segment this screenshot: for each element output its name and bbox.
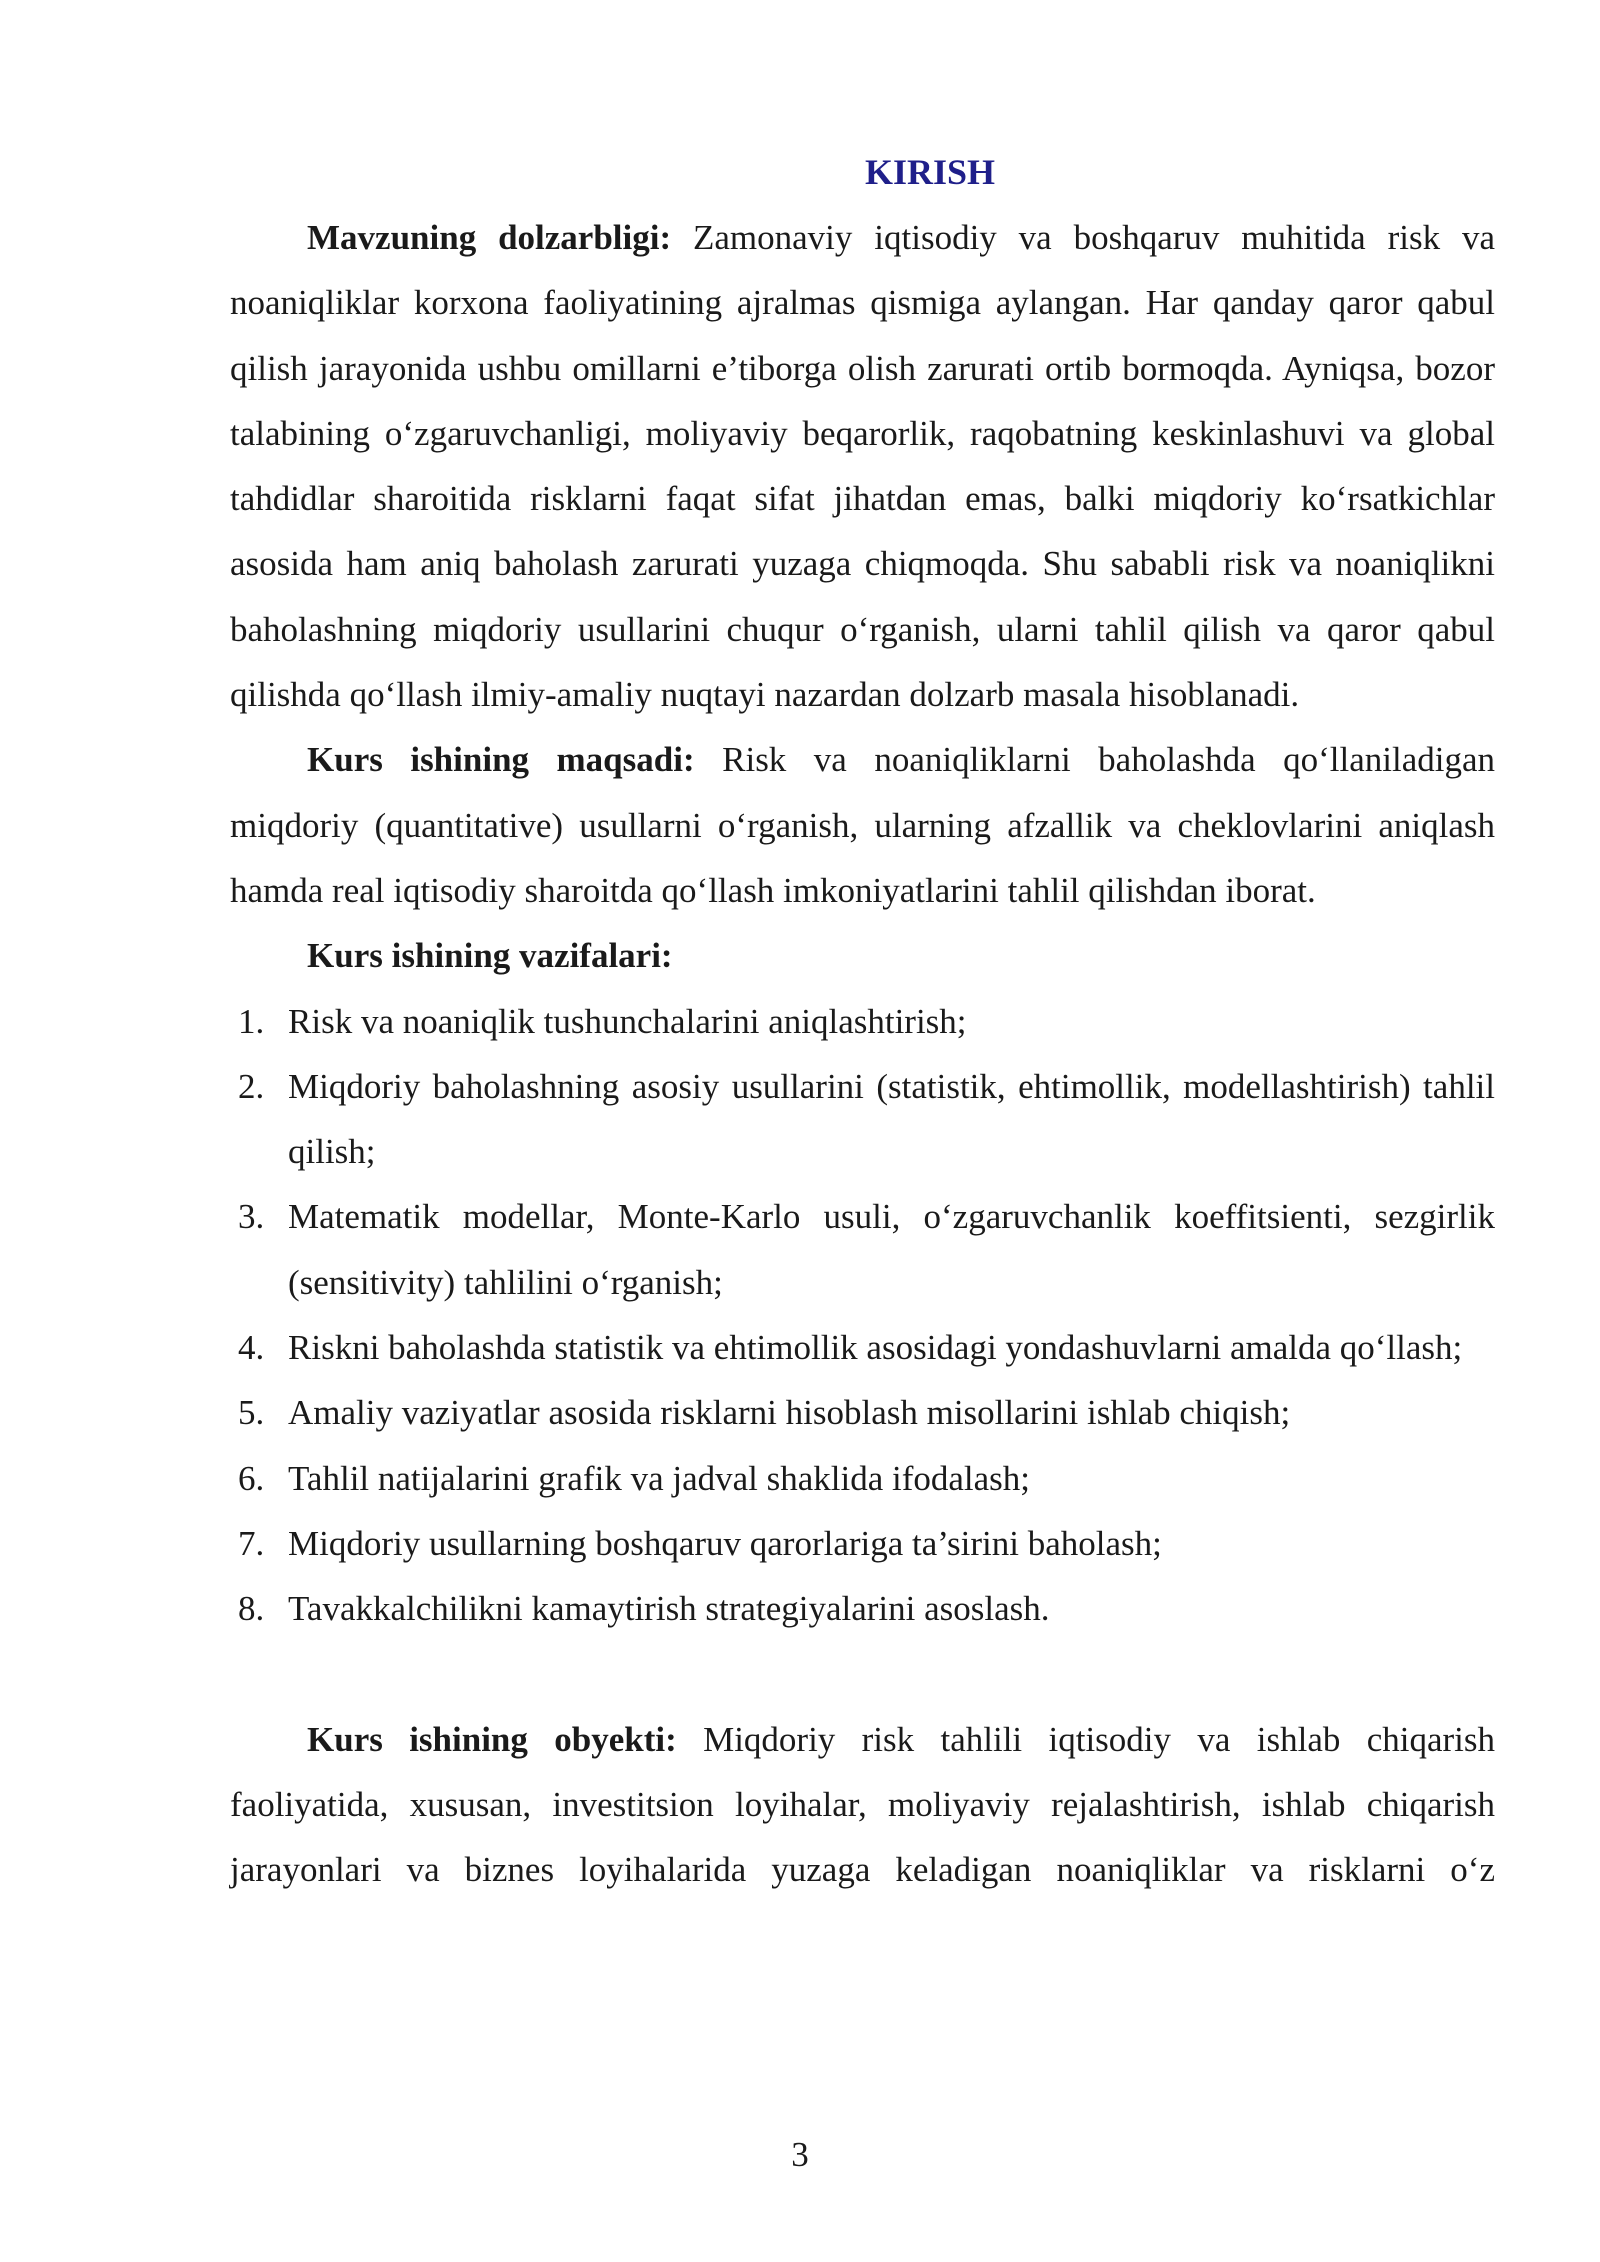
goal-text: Risk va noaniqliklarni baholashda qo‘llaniladigan miqdoriy (quantitative) usullarni o‘rganish, ularning afzallik va cheklovlarini aniqlash hamda real iqtisodiy sharoitda qo‘llash imkoniyatlarini tahlil qilishdan iborat. xyxy=(230,740,1496,910)
blank-line xyxy=(230,1642,1495,1707)
tasks-heading: Kurs ishining vazifalari: xyxy=(307,936,673,976)
tasks-list xyxy=(230,989,1495,1642)
list-item xyxy=(230,1576,1495,1641)
list-item-number: 1. xyxy=(238,1001,265,1041)
list-item-text: Matematik modellar, Monte-Karlo usuli, o‘zgaruvchanlik koeffitsienti, sezgirlik (sensitivity) tahlilini o‘rganish; xyxy=(288,1197,1495,1302)
relevance-text: Zamonaviy iqtisodiy va boshqaruv muhitida risk va noaniqliklar korxona faoliyatining ajralmas qismiga aylangan. Har qanday qaror qabul qilish jarayonida ushbu omillarni e’tiborga olish zarurati ortib bormoqda. Ayniqsa, bozor talabining o‘zgaruvchanligi, moliyaviy beqarorlik, raqobatning keskinlashuvi va global tahdidlar sharoitida risklarni faqat sifat jihatdan emas, balki miqdoriy ko‘rsatkichlar asosida ham aniq baholash zarurati yuzaga chiqmoqda. Shu sababli risk va noaniqlikni baholashning miqdoriy usullarini chuqur o‘rganish, ularni tahlil qilish va qaror qabul qilishda qo‘llash ilmiy-amaliy nuqtayi nazardan dolzarb masala hisoblanadi. xyxy=(230,218,1495,715)
list-item-number: 2. xyxy=(238,1066,265,1106)
list-item-text: Miqdoriy usullarning boshqaruv qarorlariga ta’sirini baholash; xyxy=(288,1523,1162,1563)
document-page xyxy=(230,140,1495,1902)
list-item xyxy=(230,1380,1495,1445)
list-item-text: Tahlil natijalarini grafik va jadval shaklida ifodalash; xyxy=(288,1458,1031,1498)
object-text: Miqdoriy risk tahlili iqtisodiy va ishlab chiqarish faoliyatida, xususan, investitsion loyihalar, moliyaviy rejalashtirish, ishlab chiqarish jarayonlari va biznes loyihalarida yuzaga keladigan noaniqliklar va risklarni o‘z xyxy=(230,1719,1495,1890)
goal-label: Kurs ishining maqsadi: xyxy=(307,740,695,780)
relevance-label: Mavzuning dolzarbligi: xyxy=(307,218,672,257)
list-item-number: 6. xyxy=(238,1458,265,1498)
list-item-number: 7. xyxy=(238,1523,265,1563)
list-item xyxy=(230,1184,1495,1315)
list-item-text: Riskni baholashda statistik va ehtimollik asosidagi yondashuvlarni amalda qo‘llash; xyxy=(288,1328,1463,1368)
list-item xyxy=(230,1511,1495,1576)
list-item-number: 3. xyxy=(238,1197,265,1237)
section-heading: KIRISH xyxy=(864,152,996,192)
relevance-paragraph xyxy=(230,205,1495,727)
goal-paragraph xyxy=(230,727,1495,923)
list-item-number: 4. xyxy=(238,1328,265,1368)
list-item xyxy=(230,1315,1495,1380)
list-item-number: 8. xyxy=(238,1589,265,1629)
page-number: 3 xyxy=(791,2135,809,2174)
list-item xyxy=(230,1054,1495,1185)
list-item-number: 5. xyxy=(238,1393,265,1433)
list-item-text: Tavakkalchilikni kamaytirish strategiyalarini asoslash. xyxy=(288,1589,1050,1629)
list-item-text: Miqdoriy baholashning asosiy usullarini (statistik, ehtimollik, modellashtirish) tahlil qilish; xyxy=(288,1066,1495,1172)
list-item xyxy=(230,1446,1495,1511)
object-paragraph xyxy=(230,1707,1495,1903)
list-item xyxy=(230,989,1495,1054)
list-item-text: Amaliy vaziyatlar asosida risklarni hisoblash misollarini ishlab chiqish; xyxy=(288,1393,1291,1433)
object-label: Kurs ishining obyekti: xyxy=(307,1719,677,1759)
list-item-text: Risk va noaniqlik tushunchalarini aniqlashtirish; xyxy=(288,1001,967,1041)
